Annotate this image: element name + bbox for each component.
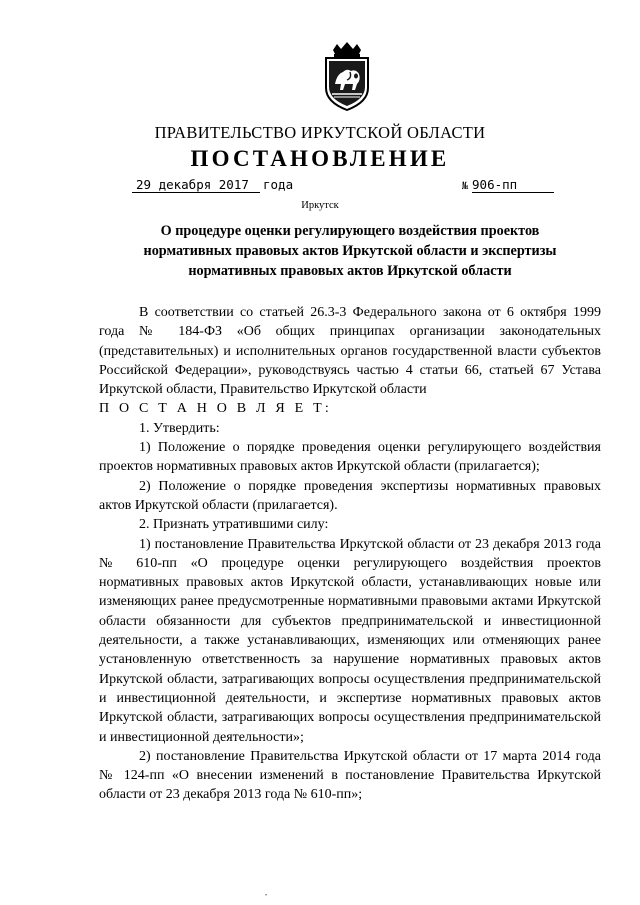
item-1-1: 1) Положение о порядке проведения оценки регулирующего воздействия проектов нормативных правовых актов Иркутской области (прилагается); (99, 440, 601, 475)
date-suffix: года (263, 177, 294, 192)
document-date (132, 177, 293, 193)
decree-word: П О С Т А Н О В Л Я Е Т: (99, 401, 332, 417)
document-number (462, 177, 554, 193)
number-sign: № (462, 181, 469, 192)
number-value: 906-пп (472, 177, 554, 193)
item-1-2: 2) Положение о порядке проведения экспертизы нормативных правовых актов Иркутской области (прилагается). (99, 478, 601, 513)
date-value: 29 декабря 2017 (132, 177, 260, 193)
preamble-paragraph: В соответствии со статьей 26.3-3 Федерального закона от 6 октября 1999 года № 184-ФЗ «Об общих принципах организации законодательных (представительных) и исполнительных органов государственной власти субъектов Российской Федерации», руководствуясь частью 4 статьи 66, статьей 67 Устава Иркутской области, Правительство Иркутской области (99, 305, 601, 398)
organization-name: ПРАВИТЕЛЬСТВО ИРКУТСКОЙ ОБЛАСТИ (154, 123, 486, 142)
page-mark: • (265, 893, 268, 899)
coat-of-arms-emblem (323, 38, 371, 114)
document-title (120, 221, 580, 281)
item-1: 1. Утвердить: (139, 420, 220, 436)
city-name: Иркутск (301, 200, 339, 211)
item-2: 2. Признать утратившими силу: (139, 517, 329, 533)
item-2-1: 1) постановление Правительства Иркутской области от 23 декабря 2013 года № 610-пп «О процедуре оценки регулирующего воздействия проектов нормативных правовых актов Иркутской области, устанавливающих новые или изменяющих ранее предусмотренные нормативными правовыми актами Иркутской области обязанности для субъектов предпринимательской и инвестиционной деятельности, а также устанавливающих, изменяющих или отменяющих ранее установленную ответственность за нарушение нормативных правовых актов Иркутской области, затрагивающих вопросы осуществления предпринимательской и инвестиционной деятельности, и экспертизе нормативных правовых актов Иркутской области, затрагивающих вопросы осуществления предпринимательской и инвестиционной деятельности»; (99, 536, 601, 745)
item-2-2: 2) постановление Правительства Иркутской области от 17 марта 2014 года № 124-пп «О внесении изменений в постановление Правительства Иркутской области от 23 декабря 2013 года № 610-пп»; (99, 748, 601, 803)
title-line: нормативных правовых актов Иркутской области (188, 263, 512, 279)
document-body (99, 303, 601, 805)
title-line: нормативных правовых актов Иркутской области и экспертизы (143, 243, 557, 259)
document-type: ПОСТАНОВЛЕНИЕ (190, 146, 450, 171)
title-line: О процедуре оценки регулирующего воздействия проектов (160, 223, 540, 239)
